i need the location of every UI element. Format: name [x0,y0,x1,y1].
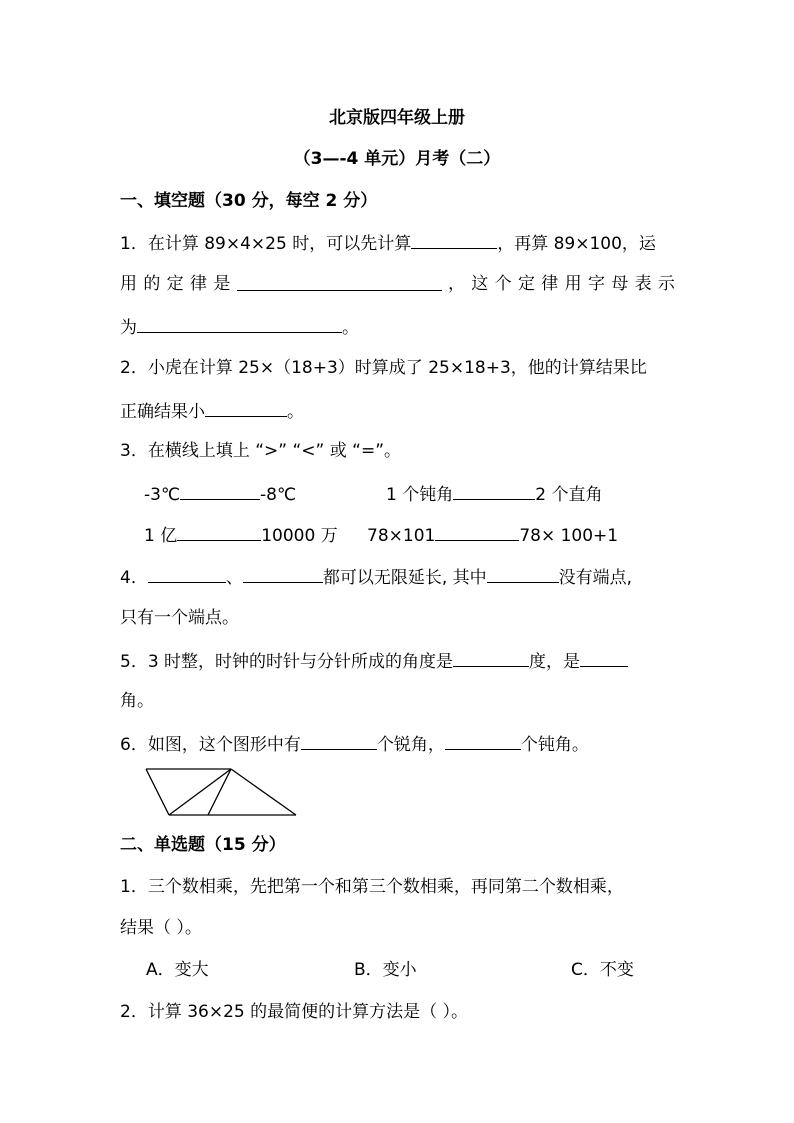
justified-char: ， [447,274,465,294]
q1-2-text-b: 。 [287,402,304,422]
answer-blank[interactable] [237,273,442,291]
justified-char: 母 [611,274,629,294]
answer-blank[interactable] [243,565,323,583]
q1-5-text-a: 5．3 时整，时钟的时针与分针所成的角度是 [120,652,454,672]
compare-left-term: 1 个钝角 [386,485,454,505]
compare-right-term: 78× 100+1 [519,526,619,546]
q1-1-text-b: ，再算 89×100，运 [497,234,656,254]
justified-char: 定 [166,274,184,294]
compare-right-term: -8℃ [260,485,297,505]
answer-blank[interactable] [445,732,521,750]
comparison-row1-left [144,482,296,506]
question-1-6-line1 [120,732,589,756]
figure-left-edge [146,769,169,815]
justified-char: 律 [541,274,559,294]
comparison-row2-left [144,523,338,547]
option-c[interactable]: C．不变 [571,960,634,980]
answer-blank[interactable] [180,482,260,500]
justified-char: 表 [634,274,652,294]
comparison-row2-right [367,523,618,547]
answer-blank[interactable] [205,399,287,417]
q1-1-text-c: 为 [120,318,137,338]
answer-blank[interactable] [148,565,226,583]
question-1-3-line1: 3．在横线上填上 “>” “<” 或 “=”。 [120,441,402,461]
justified-char: 用 [120,274,137,294]
justified-char: 定 [517,274,535,294]
q1-1-text-d: 。 [342,318,359,338]
section-heading-fill-in: 一、填空题（30 分，每空 2 分） [120,191,378,211]
q1-2-text-a: 正确结果小 [120,402,205,422]
compare-left-term: 1 亿 [144,526,178,546]
answer-blank[interactable] [137,315,342,333]
justified-char: 是 [213,274,231,294]
answer-blank[interactable] [453,482,535,500]
justified-char: 这 [471,274,489,294]
q1-4-text-a: 4． [120,568,148,588]
question-1-5-line1 [120,649,628,673]
answer-blank[interactable] [177,523,261,541]
question-1-1-line3 [120,315,359,339]
answer-blank[interactable] [435,523,519,541]
q1-4-text-d: 没有端点, [558,568,633,588]
justified-char: 的 [143,274,161,294]
question-1-2-line2 [120,399,304,423]
answer-blank[interactable] [580,649,628,667]
q1-6-text-b: 个锐角， [376,735,445,755]
figure-right-edge [231,769,296,815]
answer-blank[interactable] [487,565,559,583]
option-b[interactable]: B．变小 [354,960,417,980]
justified-char: 律 [189,274,207,294]
question-1-5-line2: 角。 [120,691,154,711]
page-title: 北京版四年级上册 [329,108,465,128]
question-2-2-line1: 2．计算 36×25 的最简便的计算方法是（ ）。 [120,1002,469,1022]
figure-diagonal-2 [208,769,231,815]
q1-1-text-a: 1．在计算 89×4×25 时，可以先计算 [120,234,412,254]
answer-blank[interactable] [301,732,377,750]
justified-char: 示 [657,274,675,294]
answer-blank[interactable] [453,649,529,667]
compare-right-term: 10000 万 [261,526,338,546]
q1-4-text-c: 都可以无限延长, 其中 [322,568,487,588]
answer-blank[interactable] [411,231,497,249]
justified-char: 个 [494,274,512,294]
question-1-1-line2 [120,273,675,295]
question-1-2-line1: 2．小虎在计算 25×（18+3）时算成了 25×18+3，他的计算结果比 [120,358,647,378]
q1-6-text-c: 个钝角。 [520,735,589,755]
q1-6-text-a: 6．如图，这个图形中有 [120,735,301,755]
q1-4-text-b: 、 [225,568,243,588]
compare-left-term: 78×101 [367,526,436,546]
question-2-1-line1: 1．三个数相乘，先把第一个和第三个数相乘，再同第二个数相乘， [120,877,624,897]
option-a[interactable]: A．变大 [146,960,209,980]
compare-right-term: 2 个直角 [535,485,603,505]
question-1-1-line1 [120,231,656,255]
comparison-row1-right [386,482,602,506]
figure-diagonal-1 [169,769,231,815]
section-heading-single-choice: 二、单选题（15 分） [120,835,286,855]
question-1-4-line1 [120,565,632,589]
question-2-1-line2: 结果（ ）。 [120,918,202,938]
justified-char: 字 [587,274,605,294]
q1-5-text-b: 度，是 [529,652,581,672]
compare-left-term: -3℃ [144,485,181,505]
justified-char: 用 [564,274,582,294]
page-subtitle: （3—-4 单元）月考（二） [293,149,501,169]
question-1-4-line2: 只有一个端点。 [120,608,239,628]
